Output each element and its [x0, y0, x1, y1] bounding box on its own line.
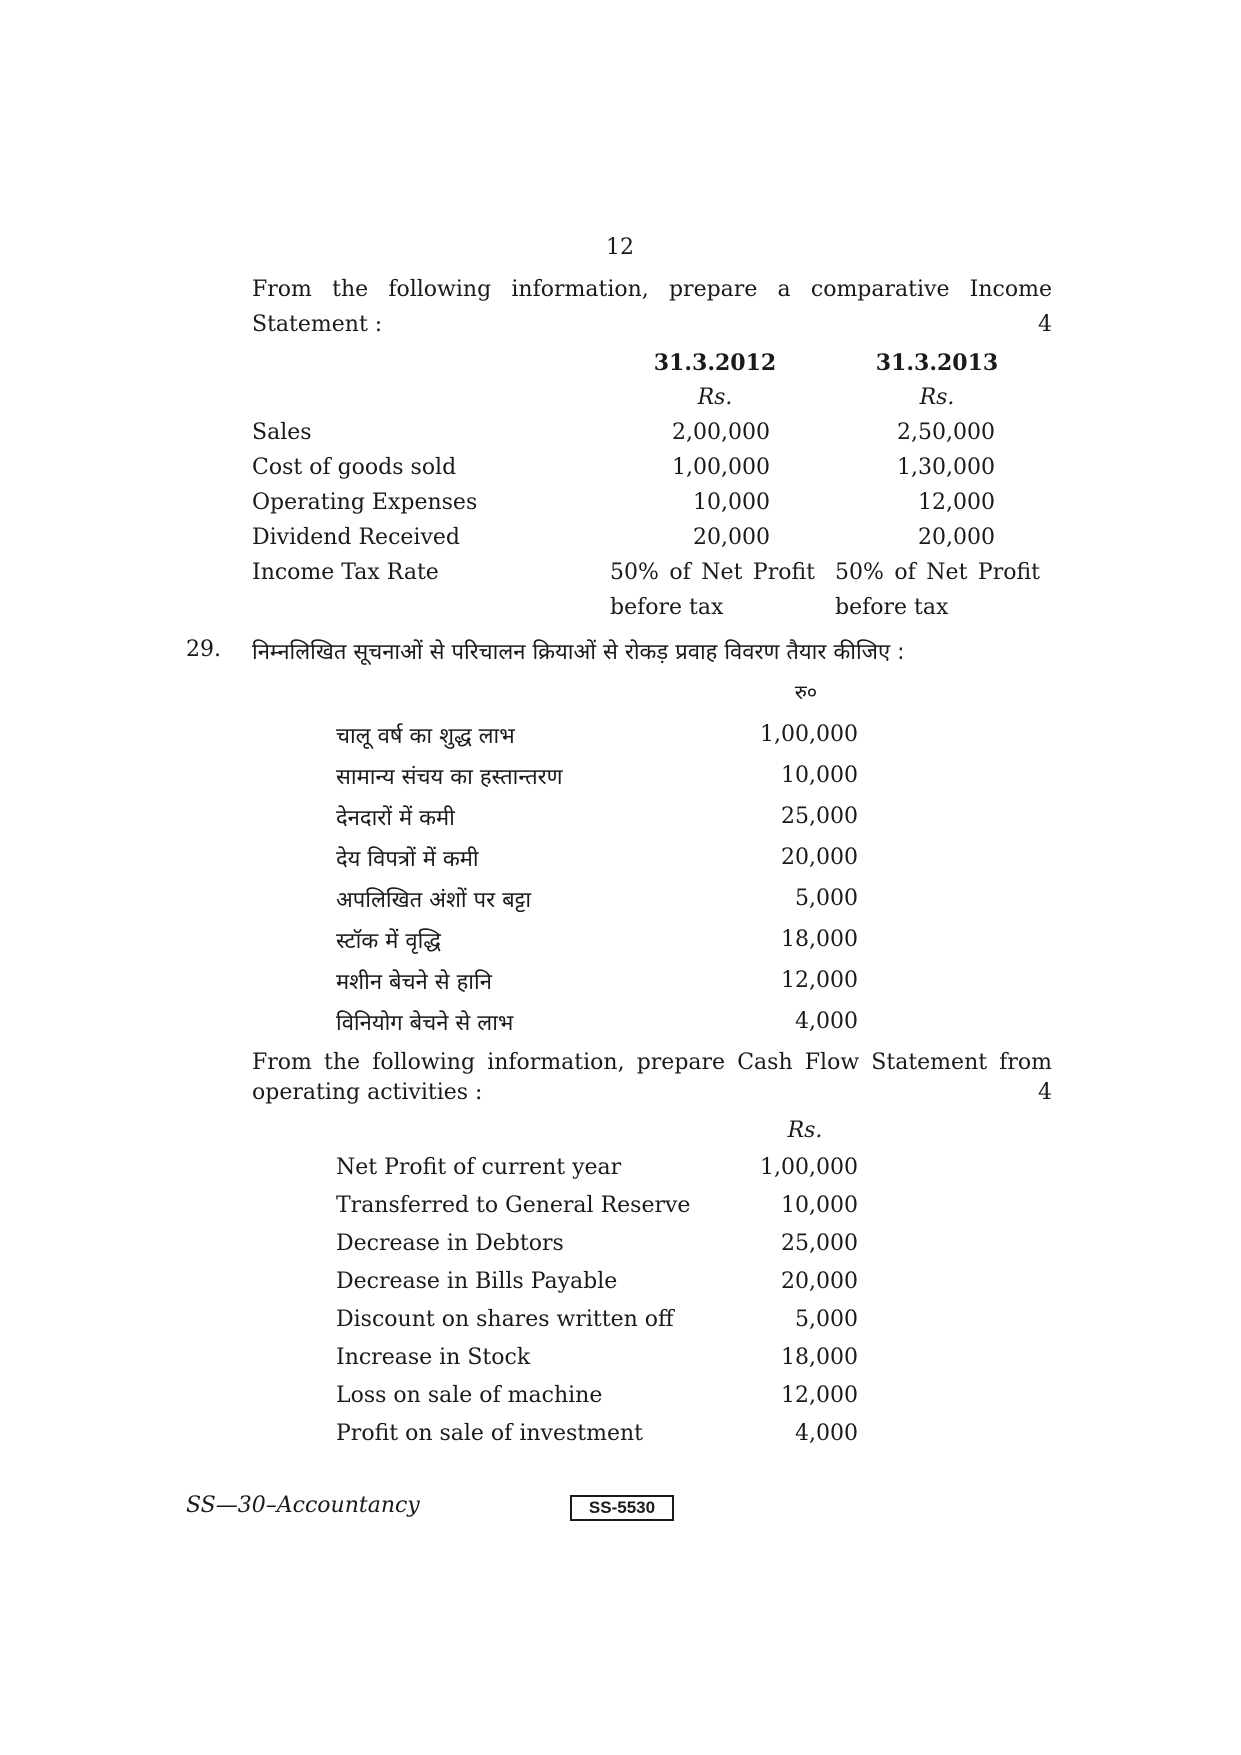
footer-subject: SS—30–Accountancy — [186, 1493, 420, 1518]
hindi-row-label: स्टॉक में वृद्धि — [336, 929, 441, 954]
hindi-row-label: चालू वर्ष का शुद्ध लाभ — [336, 724, 515, 749]
q28-marks: 4 — [1038, 312, 1052, 337]
page-number: 12 — [606, 235, 634, 260]
english-row-value: 5,000 — [795, 1307, 858, 1332]
hindi-row-value: 18,000 — [781, 927, 858, 952]
english-row-value: 10,000 — [781, 1193, 858, 1218]
row-value-2013: 12,000 — [918, 490, 995, 515]
q28-intro-line2: Statement : — [252, 312, 383, 337]
tax-2012-line2: before tax — [610, 595, 724, 620]
english-row-value: 4,000 — [795, 1421, 858, 1446]
hindi-row-label: विनियोग बेचने से लाभ — [336, 1011, 514, 1036]
hindi-row-label: सामान्य संचय का हस्तान्तरण — [336, 765, 563, 790]
row-value-2012: 20,000 — [693, 525, 770, 550]
row-label: Cost of goods sold — [252, 455, 457, 480]
hindi-row-value: 25,000 — [781, 804, 858, 829]
english-row-label: Transferred to General Reserve — [336, 1193, 691, 1218]
row-label: Income Tax Rate — [252, 560, 439, 585]
hindi-row-value: 5,000 — [795, 886, 858, 911]
english-row-value: 25,000 — [781, 1231, 858, 1256]
hindi-row-value: 20,000 — [781, 845, 858, 870]
row-value-2012: 1,00,000 — [672, 455, 770, 480]
english-row-label: Decrease in Bills Payable — [336, 1269, 618, 1294]
english-row-label: Decrease in Debtors — [336, 1231, 564, 1256]
hindi-currency-label: रु० — [794, 680, 818, 704]
hindi-row-label: मशीन बेचने से हानि — [336, 970, 492, 995]
row-label: Sales — [252, 420, 312, 445]
hindi-row-value: 4,000 — [795, 1009, 858, 1034]
english-row-label: Increase in Stock — [336, 1345, 531, 1370]
row-value-2012: 2,00,000 — [672, 420, 770, 445]
currency-label-2012: Rs. — [697, 385, 733, 410]
paper-code-badge: SS-5530 — [570, 1495, 674, 1521]
row-label: Operating Expenses — [252, 490, 478, 515]
english-row-label: Profit on sale of investment — [336, 1421, 643, 1446]
english-row-label: Loss on sale of machine — [336, 1383, 603, 1408]
hindi-row-value: 1,00,000 — [760, 722, 858, 747]
hindi-row-label: देय विपत्रों में कमी — [336, 847, 479, 872]
hindi-row-value: 12,000 — [781, 968, 858, 993]
row-value-2013: 1,30,000 — [897, 455, 995, 480]
tax-2013-line2: before tax — [835, 595, 949, 620]
currency-label-2013: Rs. — [919, 385, 955, 410]
hindi-row-value: 10,000 — [781, 763, 858, 788]
row-value-2013: 2,50,000 — [897, 420, 995, 445]
english-row-value: 1,00,000 — [760, 1155, 858, 1180]
row-value-2012: 10,000 — [693, 490, 770, 515]
q29-marks: 4 — [1038, 1080, 1052, 1105]
row-value-2013: 20,000 — [918, 525, 995, 550]
row-label: Dividend Received — [252, 525, 460, 550]
hindi-row-label: देनदारों में कमी — [336, 806, 455, 831]
column-header-2012: 31.3.2012 — [653, 350, 777, 376]
q29-english-line2: operating activities : — [252, 1080, 483, 1105]
english-currency-label: Rs. — [787, 1118, 823, 1143]
hindi-row-label: अपलिखित अंशों पर बट्टा — [336, 888, 532, 913]
question-number-29: 29. — [186, 637, 221, 662]
english-row-label: Discount on shares written off — [336, 1307, 674, 1332]
english-row-value: 20,000 — [781, 1269, 858, 1294]
english-row-label: Net Profit of current year — [336, 1155, 622, 1180]
english-row-value: 12,000 — [781, 1383, 858, 1408]
column-header-2013: 31.3.2013 — [875, 350, 999, 376]
english-row-value: 18,000 — [781, 1345, 858, 1370]
q29-english-line1: From the following information, prepare Cash Flow Statement from — [252, 1050, 1052, 1075]
q29-hindi-question: निम्नलिखित सूचनाओं से परिचालन क्रियाओं से रोकड़ प्रवाह विवरण तैयार कीजिए : — [252, 640, 905, 665]
q28-intro-line1: From the following information, prepare a comparative Income — [252, 277, 1052, 302]
tax-2013-line1: 50% of Net Profit — [835, 560, 1040, 585]
tax-2012-line1: 50% of Net Profit — [610, 560, 815, 585]
